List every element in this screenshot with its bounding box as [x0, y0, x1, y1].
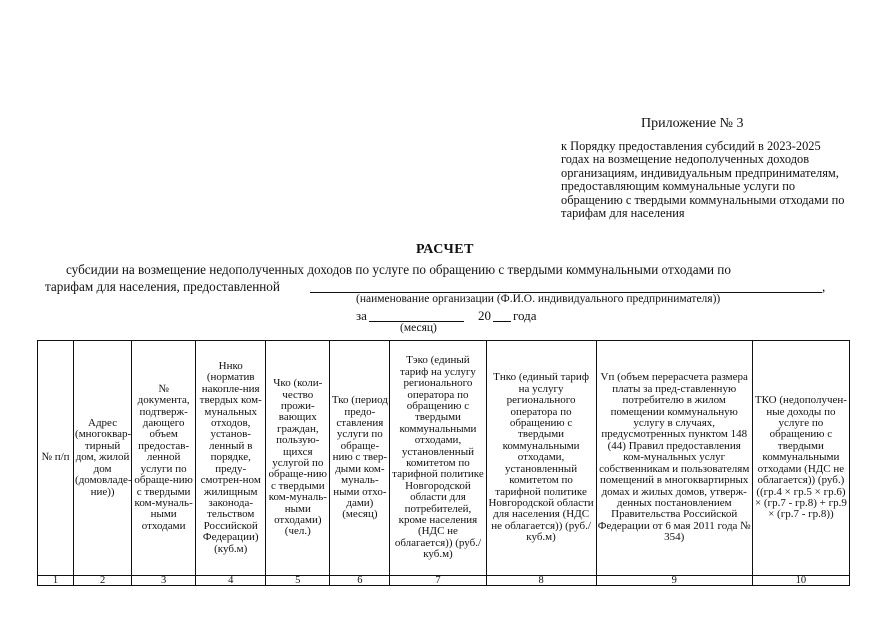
header-col-4: Ннко (норматив накопле-ния твердых ком-мунальных отходов, установ-ленный в порядке, преду-смотрен-ном жилищным законода-тельством Российской Федерации) (куб.м)	[196, 341, 266, 576]
column-number-row	[38, 576, 850, 586]
column-number: 6	[330, 576, 390, 586]
header-col-2: Адрес (многоквар-тирный дом, жилой дом (домовладе-ние))	[74, 341, 132, 576]
column-number: 4	[196, 576, 266, 586]
document-title: РАСЧЕТ	[416, 242, 474, 257]
header-col-10: ТКО (недополучен-ные доходы по услуге по обращению с твердыми коммунальными отходами (НДС не облагается)) (руб.) ((гр.4 × гр.5 × гр.6) × (гр.7 - гр.8) + гр.9 × (гр.7 - гр.8))	[752, 341, 849, 576]
subtitle-line-1: субсидии на возмещение недополученных доходов по услуге по обращению с твердыми коммунальными отходами по	[66, 262, 731, 277]
header-col-9: Vп (объем перерасчета размера платы за пред-ставленную потребителю в жилом помещении коммунальную услугу в случаях, предусмотренных пунктом 148 (44) Правил предоставления ком-мунальных услуг собственникам и пользователям помещений в многоквартирных домах и жилых домов, утверж-денных постановлением Правительства Российской Федерации от 6 мая 2011 года № 354)	[596, 341, 752, 576]
subtitle-comma: ,	[822, 279, 826, 294]
year-prefix: 20	[478, 308, 491, 323]
year-suffix: года	[513, 308, 537, 323]
column-number: 3	[132, 576, 196, 586]
column-number: 10	[752, 576, 849, 586]
column-number: 5	[266, 576, 330, 586]
period-prefix: за	[356, 308, 367, 323]
header-col-8: Тнко (единый тариф на услугу регионального оператора по обращению с твердыми коммунальными отходами, установленный комитетом по тарифной политике Новгородской области для населения (НДС не облагается)) (руб./куб.м)	[486, 341, 596, 576]
month-hint: (месяц)	[400, 322, 437, 334]
column-number: 2	[74, 576, 132, 586]
column-number: 1	[38, 576, 74, 586]
header-col-3: № документа, подтверж-дающего объем предостав-ленной услуги по обраще-нию с твердыми ком-муналь-ными отходами	[132, 341, 196, 576]
header-col-7: Тэко (единый тариф на услугу регионального оператора по обращению с твердыми коммунальными отходами, установленный комитетом по тарифной политике Новгородской области для потребителей, кроме населения (НДС не облагается)) (руб./куб.м)	[390, 341, 486, 576]
header-col-1: № п/п	[38, 341, 74, 576]
calculation-table	[37, 340, 850, 586]
subtitle-line-2: тарифам для населения, предоставленной	[45, 279, 280, 294]
appendix-title: Приложение № 3	[641, 116, 744, 131]
column-number: 9	[596, 576, 752, 586]
organization-hint: (наименование организации (Ф.И.О. индивидуального предпринимателя))	[356, 293, 721, 305]
header-col-6: Тко (период предо-ставления услуги по обраще-нию с твер-дыми ком-муналь-ными отхо-дами) (месяц)	[330, 341, 390, 576]
table-header-row	[38, 341, 850, 576]
appendix-text: к Порядку предоставления субсидий в 2023-2025 годах на возмещение недополученных доходов организациям, индивидуальным предпринимателям, предоставляющим коммунальные услуги по обращению с твердыми коммунальными отходами по тарифам для населения	[561, 139, 845, 221]
year-field	[493, 321, 511, 322]
column-number: 7	[390, 576, 486, 586]
header-col-5: Чко (коли-чество прожи-вающих граждан, пользую-щихся услугой по обраще-нию с твердыми ком-муналь-ными отходами) (чел.)	[266, 341, 330, 576]
column-number: 8	[486, 576, 596, 586]
